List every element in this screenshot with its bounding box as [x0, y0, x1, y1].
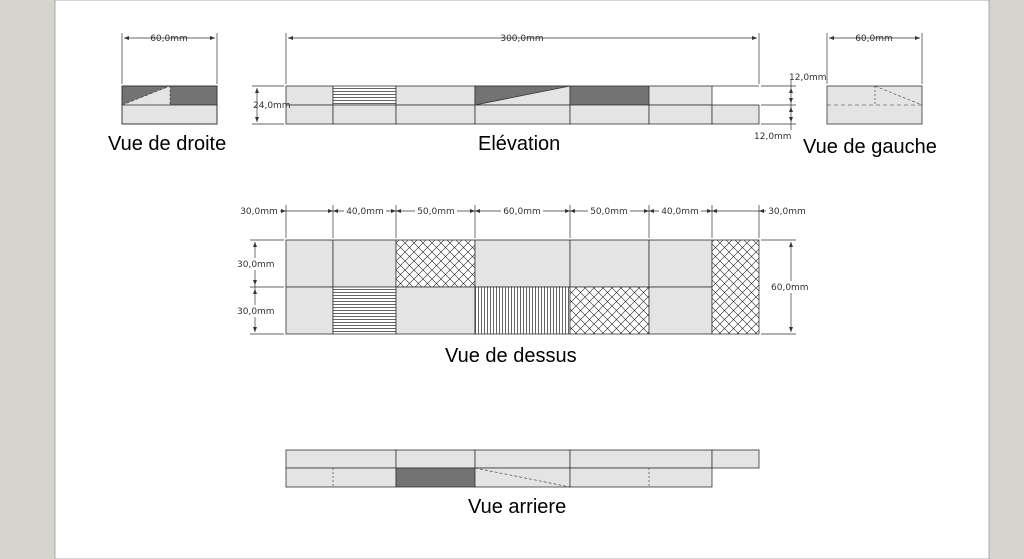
elevation-width-dimension: 300,0mm: [500, 34, 544, 44]
back-view: [286, 450, 759, 487]
left-width-dimension: 60,0mm: [855, 34, 893, 44]
top-depth-dimension: 60,0mm: [771, 283, 809, 293]
top-seg-5-dimension: 50,0mm: [590, 207, 628, 217]
elevation-height-dimension: 24,0mm: [253, 101, 291, 111]
top-seg-7-dimension: 30,0mm: [768, 207, 806, 217]
back-view-title: Vue arriere: [468, 496, 567, 518]
top-view-title: Vue de dessus: [445, 345, 577, 367]
left-view-title: Vue de gauche: [803, 136, 937, 158]
elevation-title: Elévation: [478, 133, 561, 155]
top-seg-6-dimension: 40,0mm: [661, 207, 699, 217]
right-width-dimension: 60,0mm: [150, 34, 188, 44]
top-seg-1-dimension: 30,0mm: [240, 207, 278, 217]
elevation-bottom-half-dimension: 12,0mm: [754, 132, 792, 142]
top-seg-2-dimension: 40,0mm: [346, 207, 384, 217]
top-seg-3-dimension: 50,0mm: [417, 207, 455, 217]
elevation-top-half-dimension: 12,0mm: [789, 73, 827, 83]
top-row1-dimension: 30,0mm: [237, 260, 275, 270]
top-seg-4-dimension: 60,0mm: [503, 207, 541, 217]
right-view-title: Vue de droite: [108, 133, 227, 155]
top-row2-dimension: 30,0mm: [237, 307, 275, 317]
